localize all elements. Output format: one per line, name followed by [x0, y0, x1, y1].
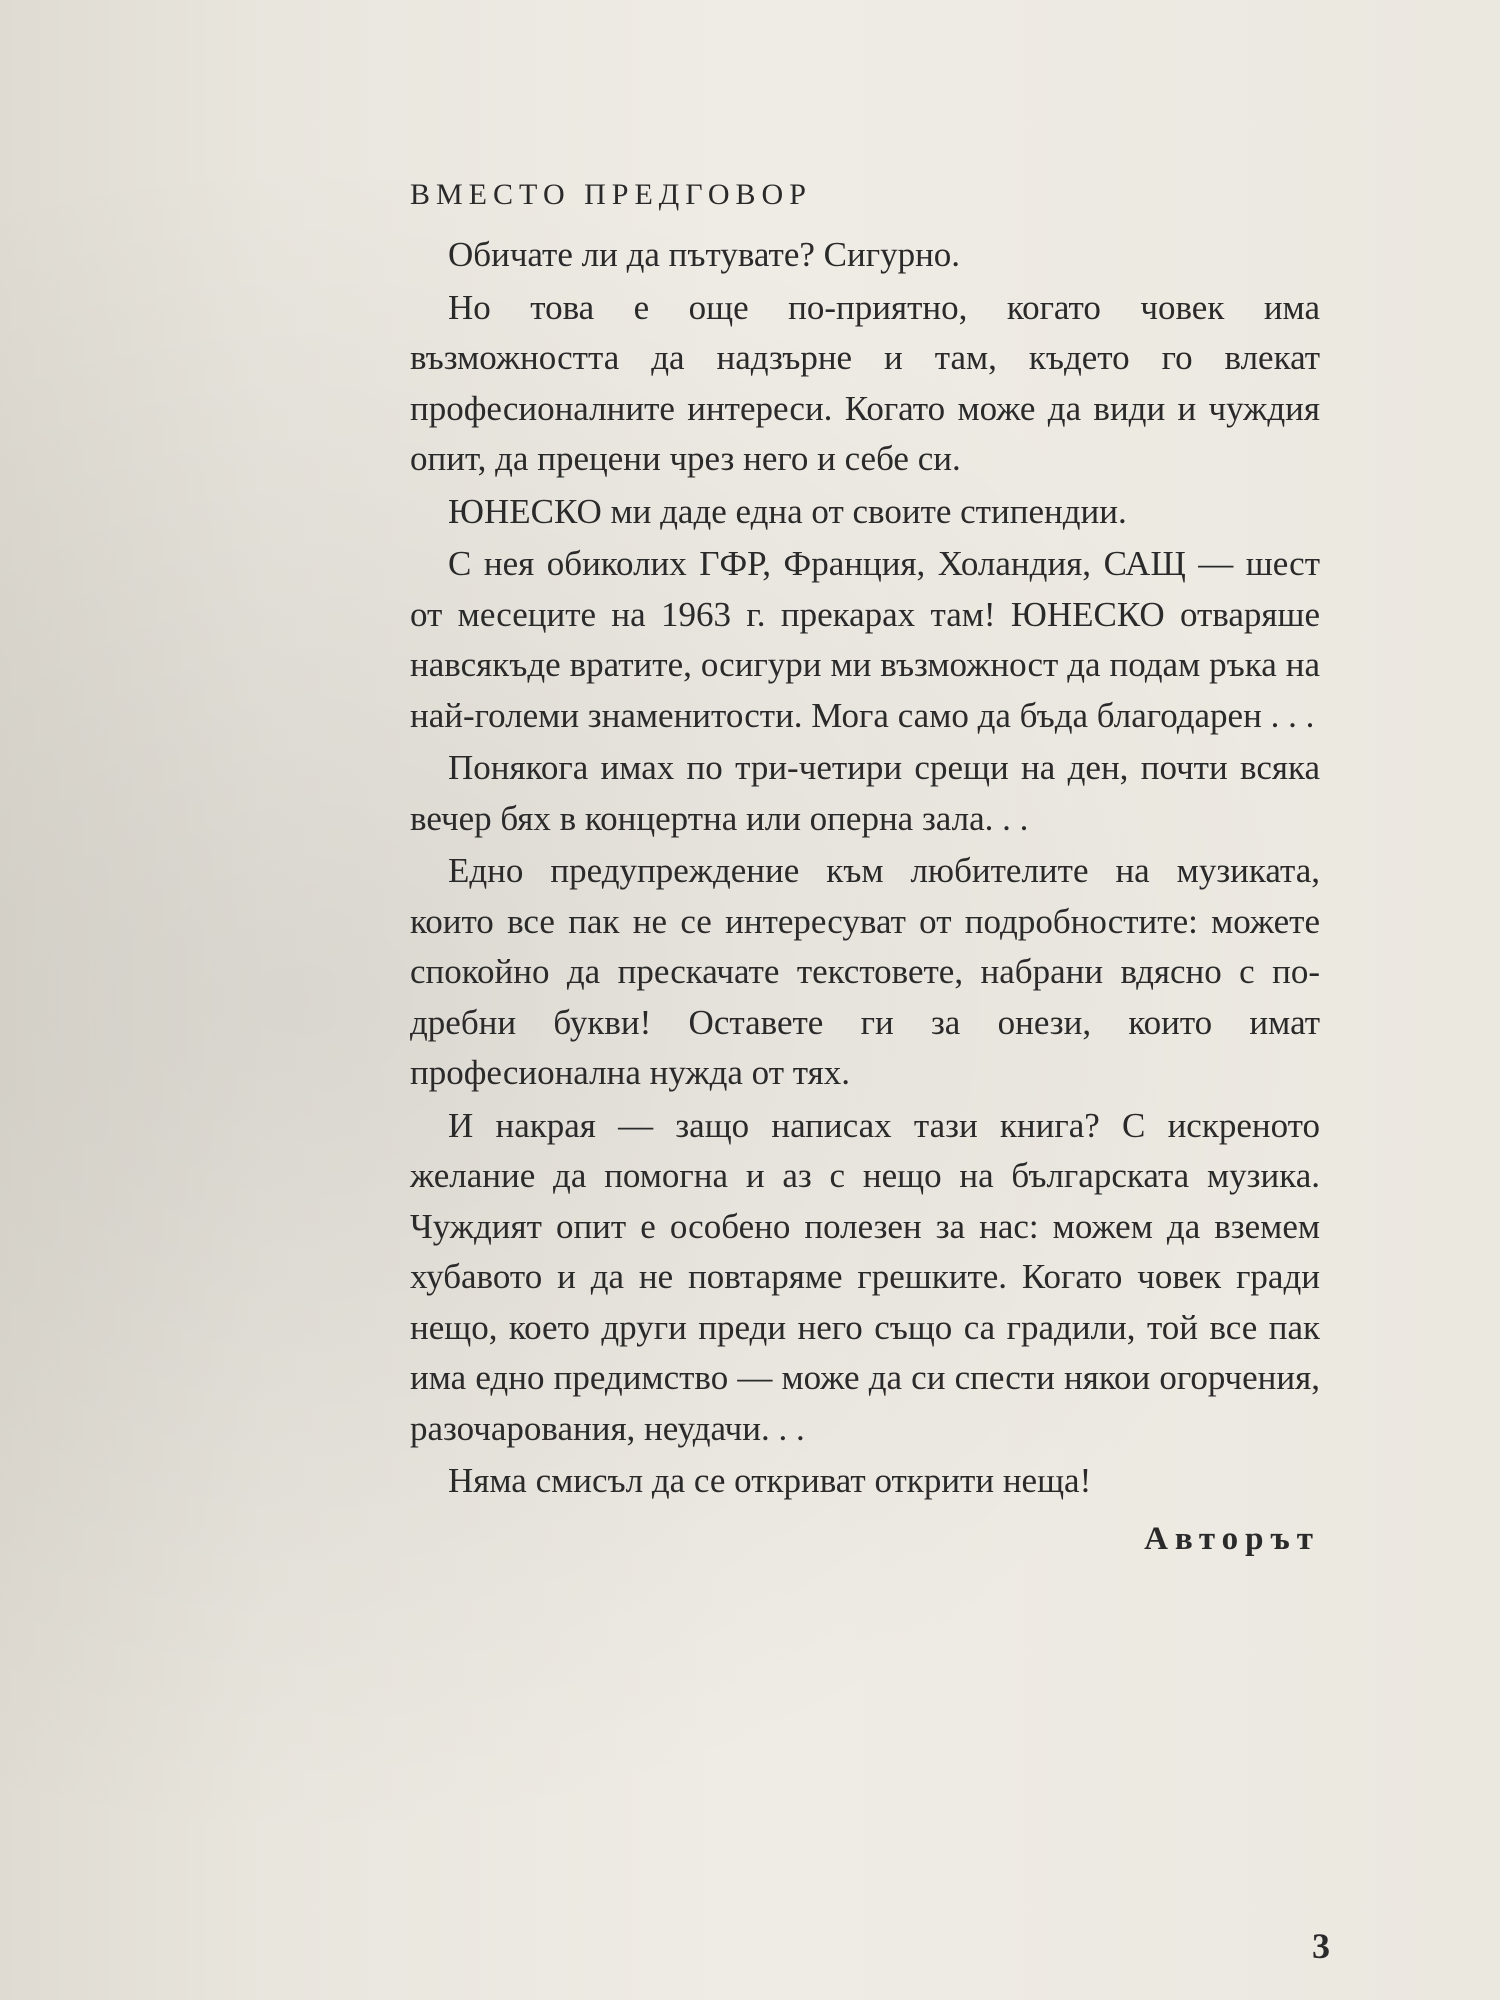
text-block — [410, 178, 1320, 1558]
paragraph-1: Обичате ли да пътувате? Сигурно. — [448, 235, 961, 274]
paragraph-4: С нея обиколих ГФР, Франция, Холандия, САЩ — шест от месеците на 1963 г. прекарах там! ЮНЕСКО отваряше навсякъде вратите, осигури ми възможност да подам ръка на най-големи знаменитости. Мога само да бъда благодарен . . . — [410, 544, 1320, 735]
paragraph-2: Но това е още по-приятно, когато човек има възможността да надзърне и там, където го влекат професионалните интереси. Когато може да види и чуждия опит, да прецени чрез него и себе си. — [410, 287, 1320, 478]
author-signature: Авторът — [1144, 1520, 1320, 1557]
paragraph-7: И накрая — защо написах тази книга? С искреното желание да помогна и аз с нещо на българската музика. Чуждият опит е особено полезен за нас: можем да вземем хубавото и да не повтаряме грешките. Когато човек гради нещо, което други преди него също са градили, той все пак има едно предимство — може да си спести някои огорчения, разочарования, неудачи. . . — [410, 1105, 1320, 1448]
page-heading: ВМЕСТО ПРЕДГОВОР — [410, 178, 812, 211]
paragraph-6: Едно предупреждение към любителите на музиката, които все пак не се интересуват от подробностите: можете спокойно да прескачате текстовете, набрани вдясно с по-дребни букви! Оставете ги за онези, които имат професионална нужда от тях. — [410, 851, 1320, 1092]
paragraph-5: Понякога имах по три-четири срещи на ден, почти всяка вечер бях в концертна или оперна зала. . . — [410, 748, 1320, 838]
paragraph-8: Няма смисъл да се откриват открити неща! — [448, 1461, 1092, 1500]
paragraph-3: ЮНЕСКО ми даде една от своите стипендии. — [448, 491, 1127, 531]
page-number: 3 — [1312, 1926, 1330, 1966]
